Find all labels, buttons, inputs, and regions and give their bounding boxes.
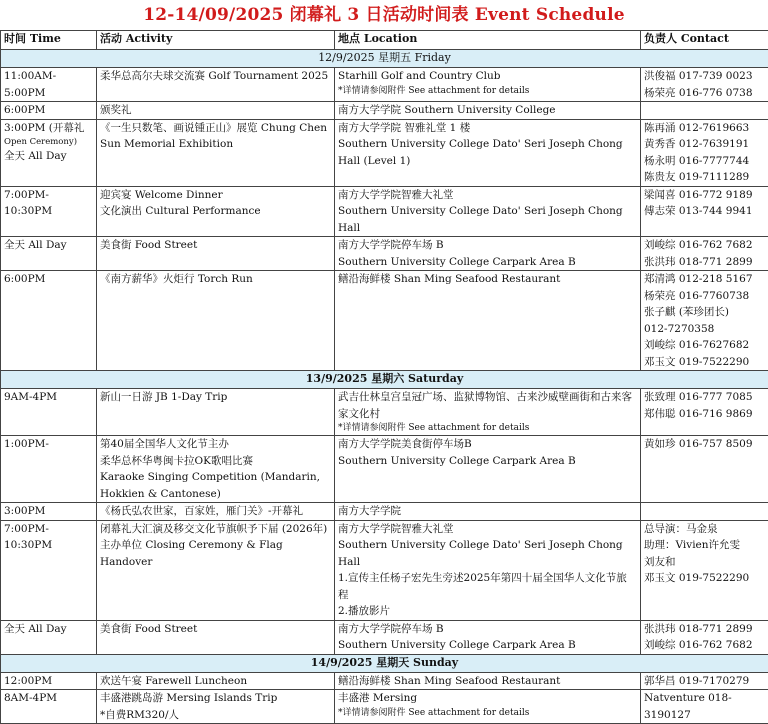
location-text-2: Southern University College Carpark Area B: [338, 254, 637, 271]
time-cell: 11:00AM-5:00PM: [1, 68, 97, 102]
contact-line: 黄秀香 012-7639191: [644, 136, 765, 153]
contact-line: 邓玉文 019-7522290: [644, 570, 765, 587]
time-text-2: 全天 All Day: [4, 148, 93, 165]
contact-line: 邓玉文 019-7522290: [644, 354, 765, 371]
table-row: [1, 186, 768, 237]
contact-cell: [641, 102, 768, 120]
contact-line: 张洪玮 018-771 2899: [644, 254, 765, 271]
activity-cell: 《南方薪华》火炬行 Torch Run: [97, 271, 335, 371]
day-label: 13/9/2025 星期六 Saturday: [1, 371, 768, 389]
contact-line: 张致理 016-777 7085: [644, 389, 765, 406]
time-cell: 9AM-4PM: [1, 389, 97, 436]
contact-cell: [641, 237, 768, 271]
contact-line: 助理：Vivien许允雯: [644, 537, 765, 554]
contact-line: 黄如珍 016-757 8509: [644, 436, 765, 453]
location-cell: [335, 620, 641, 654]
contact-line: 杨荣亮 016-776 0738: [644, 85, 765, 102]
activity-cell: 颁奖礼: [97, 102, 335, 120]
table-row: [1, 237, 768, 271]
activity-text: 丰盛港跳岛游 Mersing Islands Trip: [100, 690, 331, 707]
table-row: [1, 690, 768, 724]
contact-line: 刘峻综 016-762 7682: [644, 237, 765, 254]
time-cell: 6:00PM: [1, 102, 97, 120]
activity-text-2: *自费RM320/人: [100, 707, 331, 724]
table-row: [1, 503, 768, 521]
location-text: 南方大学学院智雅大礼堂: [338, 521, 637, 538]
time-cell: 3:00PM: [1, 503, 97, 521]
time-cell: 7:00PM-10:30PM: [1, 520, 97, 620]
activity-text-3: Karaoke Singing Competition (Mandarin, Hokkien & Cantonese): [100, 469, 331, 502]
contact-line: 郑伟聪 016-716 9869: [644, 406, 765, 423]
location-cell: [335, 237, 641, 271]
activity-text: 第40届全国华人文化节主办: [100, 436, 331, 453]
time-note: Open Ceremony): [4, 136, 93, 148]
time-cell: 8AM-4PM: [1, 690, 97, 724]
contact-line: 张洪玮 018-771 2899: [644, 621, 765, 638]
activity-cell: 欢送午宴 Farewell Luncheon: [97, 672, 335, 690]
activity-text: 迎宾宴 Welcome Dinner: [100, 187, 331, 204]
location-text: 武吉仕林皇宫皇冠广场、监狱博物馆、古来沙威壁画街和古来客家文化村: [338, 389, 637, 422]
location-text: 南方大学学院停车场 B: [338, 621, 637, 638]
activity-cell: 闭幕礼大汇演及移交文化节旗帜予下届 (2026年)主办单位 Closing Ceremony & Flag Handover: [97, 520, 335, 620]
location-cell: [335, 389, 641, 436]
day-label: 12/9/2025 星期五 Friday: [1, 50, 768, 68]
location-text-3: 1.宣传主任杨子宏先生旁述2025年第四十届全国华人文化节旅程: [338, 570, 637, 603]
contact-line: 刘友和: [644, 554, 765, 571]
header-row: [1, 31, 768, 50]
location-text-2: Southern University College Dato' Seri Joseph Chong Hall: [338, 537, 637, 570]
contact-line: 梁闻喜 016-772 9189: [644, 187, 765, 204]
contact-cell: [641, 436, 768, 503]
activity-cell: [97, 436, 335, 503]
location-note: *详情请参阅附件 See attachment for details: [338, 85, 637, 98]
contact-cell: [641, 389, 768, 436]
contact-cell: [641, 119, 768, 186]
contact-line: 陈再涌 012-7619663: [644, 120, 765, 137]
time-cell: 全天 All Day: [1, 237, 97, 271]
schedule-table: [0, 30, 768, 724]
location-text-4: 2.播放影片: [338, 603, 637, 620]
contact-line: 杨永明 016-7777744: [644, 153, 765, 170]
day-label: 14/9/2025 星期天 Sunday: [1, 654, 768, 672]
table-row: [1, 436, 768, 503]
contact-cell: [641, 620, 768, 654]
table-row: [1, 520, 768, 620]
location-cell: [335, 68, 641, 102]
contact-cell: [641, 68, 768, 102]
location-cell: [335, 690, 641, 724]
location-cell: 鳝沿海鲜楼 Shan Ming Seafood Restaurant: [335, 271, 641, 371]
table-row: [1, 620, 768, 654]
location-text: 南方大学学院停车场 B: [338, 237, 637, 254]
location-cell: [335, 520, 641, 620]
location-text-2: Southern University College Dato' Seri Joseph Chong Hall (Level 1): [338, 136, 637, 169]
contact-line: 012-7270358: [644, 321, 765, 338]
contact-cell: [641, 186, 768, 237]
contact-line: 张子麒 (苯珍团长): [644, 304, 765, 321]
header-activity: 活动 Activity: [97, 31, 335, 50]
contact-cell: [641, 520, 768, 620]
time-cell: 7:00PM-10:30PM: [1, 186, 97, 237]
location-text-2: Southern University College Carpark Area B: [338, 637, 637, 654]
location-text: 南方大学学院智雅大礼堂: [338, 187, 637, 204]
location-note: *详情请参阅附件 See attachment for details: [338, 422, 637, 435]
location-cell: [335, 436, 641, 503]
contact-cell: [641, 672, 768, 690]
activity-text-2: 柔华总杯华粤闽卡拉OK歌唱比赛: [100, 453, 331, 470]
location-text: 南方大学学院 智雅礼堂 1 楼: [338, 120, 637, 137]
contact-line: 傅志荣 013-744 9941: [644, 203, 765, 220]
contact-line: 杨荣亮 016-7760738: [644, 288, 765, 305]
table-row: [1, 68, 768, 102]
activity-cell: 新山一日游 JB 1-Day Trip: [97, 389, 335, 436]
contact-line: Natventure 018-3190127: [644, 690, 765, 723]
location-note: *详情请参阅附件 See attachment for details: [338, 707, 637, 720]
contact-cell: [641, 503, 768, 521]
location-cell: 南方大学学院: [335, 503, 641, 521]
location-text-2: Southern University College Carpark Area B: [338, 453, 637, 470]
header-time: 时间 Time: [1, 31, 97, 50]
time-text: 3:00PM (开幕礼: [4, 120, 93, 137]
table-row: [1, 672, 768, 690]
location-cell: 南方大学学院 Southern University College: [335, 102, 641, 120]
contact-line: 陈贵友 019-7111289: [644, 169, 765, 186]
time-cell: [1, 119, 97, 186]
header-location: 地点 Location: [335, 31, 641, 50]
activity-cell: [97, 690, 335, 724]
time-cell: 全天 All Day: [1, 620, 97, 654]
activity-cell: 《杨氏弘农世家，百家姓，雁门关》-开幕礼: [97, 503, 335, 521]
time-cell: 1:00PM-: [1, 436, 97, 503]
day-row-friday: [1, 50, 768, 68]
contact-line: 郑清鸿 012-218 5167: [644, 271, 765, 288]
location-text: 丰盛港 Mersing: [338, 690, 637, 707]
time-cell: 6:00PM: [1, 271, 97, 371]
location-cell: 鳝沿海鲜楼 Shan Ming Seafood Restaurant: [335, 672, 641, 690]
activity-text-2: 文化演出 Cultural Performance: [100, 203, 331, 220]
table-row: [1, 102, 768, 120]
contact-line: 总导演：马金泉: [644, 521, 765, 538]
activity-cell: 柔华总高尔夫球交流赛 Golf Tournament 2025: [97, 68, 335, 102]
location-text-2: Southern University College Dato' Seri Joseph Chong Hall: [338, 203, 637, 236]
page-title: 12-14/09/2025 闭幕礼 3 日活动时间表 Event Schedule: [0, 0, 768, 30]
contact-cell: [641, 271, 768, 371]
day-row-sunday: [1, 654, 768, 672]
day-row-saturday: [1, 371, 768, 389]
activity-cell: [97, 186, 335, 237]
location-cell: [335, 119, 641, 186]
header-contact: 负责人 Contact: [641, 31, 768, 50]
table-row: [1, 389, 768, 436]
activity-cell: 美食街 Food Street: [97, 237, 335, 271]
location-cell: [335, 186, 641, 237]
time-cell: 12:00PM: [1, 672, 97, 690]
location-text: 南方大学学院美食街停车场B: [338, 436, 637, 453]
activity-cell: 《一生只数笔、画说锺正山》展览 Chung Chen Sun Memorial Exhibition: [97, 119, 335, 186]
contact-line: 郭华昌 019-7170279: [644, 673, 765, 690]
table-row: [1, 119, 768, 186]
activity-cell: 美食街 Food Street: [97, 620, 335, 654]
location-text: Starhill Golf and Country Club: [338, 68, 637, 85]
contact-line: 刘峻综 016-7627682: [644, 337, 765, 354]
contact-cell: [641, 690, 768, 724]
contact-line: 洪俊福 017-739 0023: [644, 68, 765, 85]
table-row: [1, 271, 768, 371]
contact-line: 刘峻综 016-762 7682: [644, 637, 765, 654]
